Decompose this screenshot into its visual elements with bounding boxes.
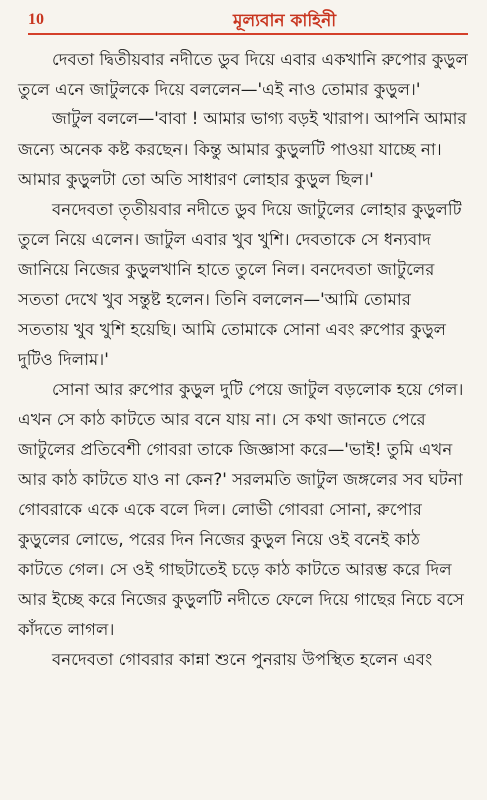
text-line: তুলে এনে জাটুলকে দিয়ে বললেন—'এই নাও তোমার কুড়ুল।' xyxy=(18,79,421,99)
paragraph xyxy=(18,644,470,674)
text-line: বনদেবতা গোবরার কান্না শুনে পুনরায় উপস্থিত হলেন এবং xyxy=(52,649,433,669)
text-line: সততায় খুব খুশি হয়েছি। আমি তোমাকে সোনা এবং রুপোর কুড়ুল xyxy=(18,319,447,339)
text-line: জাটুলের প্রতিবেশী গোবরা তাকে জিজ্ঞাসা করে—'ভাই! তুমি এখন xyxy=(18,439,453,459)
text-line: বনদেবতা তৃতীয়বার নদীতে ডুব দিয়ে জাটুলের লোহার কুড়ুলটি xyxy=(52,199,462,219)
text-line: গোবরাকে একে একে বলে দিল। লোভী গোবরা সোনা, রুপোর xyxy=(18,499,422,519)
header-rule xyxy=(28,33,468,35)
text-line: সততা দেখে খুব সন্তুষ্ট হলেন। তিনি বললেন—'আমি তোমার xyxy=(18,289,411,309)
text-line: কুড়ুলের লোভে, পরের দিন নিজের কুড়ুল নিয়ে ওই বনেই কাঠ xyxy=(18,529,420,549)
text-line: এখন সে কাঠ কাটতে আর বনে যায় না। সে কথা জানতে পেরে xyxy=(18,409,426,429)
paragraph xyxy=(18,44,470,104)
paragraph xyxy=(18,374,470,644)
text-line: কাটতে গেল। সে ওই গাছটাতেই চড়ে কাঠ কাটতে আরম্ভ করে দিল xyxy=(18,559,452,579)
page-number: 10 xyxy=(28,11,44,28)
text-line: আর ইচ্ছে করে নিজের কুড়ুলটি নদীতে ফেলে দিয়ে গাছের নিচে বসে xyxy=(18,589,465,609)
text-line: কাঁদতে লাগল। xyxy=(18,619,115,639)
text-line: জাটুল বললে—'বাবা ! আমার ভাগ্য বড়ই খারাপ। আপনি আমার xyxy=(52,109,467,128)
text-line: দুটিও দিলাম।' xyxy=(18,349,109,369)
text-line: সোনা আর রুপোর কুড়ুল দুটি পেয়ে জাটুল বড়লোক হয়ে গেল। xyxy=(52,379,464,399)
text-line: আর কাঠ কাটতে যাও না কেন?' সরলমতি জাটুল জঙ্গলের সব ঘটনা xyxy=(18,469,463,489)
paragraph xyxy=(18,104,470,194)
text-line: জানিয়ে নিজের কুড়ুলখানি হাতে তুলে নিল। বনদেবতা জাটুলের xyxy=(18,259,435,279)
text-line: দেবতা দ্বিতীয়বার নদীতে ডুব দিয়ে এবার একখানি রুপোর কুড়ুল xyxy=(52,49,468,69)
text-line: জন্যে অনেক কষ্ট করছেন। কিন্তু আমার কুড়ুলটি পাওয়া যাচ্ছে না। xyxy=(18,139,442,159)
page-header xyxy=(28,8,468,36)
paragraph xyxy=(18,194,470,374)
running-title: মূল্যবান কাহিনী xyxy=(233,11,337,31)
text-line: আমার কুড়ুলটা তো অতি সাধারণ লোহার কুড়ুল ছিল।' xyxy=(18,169,374,189)
text-line: তুলে নিয়ে এলেন। জাটুল এবার খুব খুশি। দেবতাকে সে ধন্যবাদ xyxy=(18,229,431,249)
body-text xyxy=(18,44,470,674)
